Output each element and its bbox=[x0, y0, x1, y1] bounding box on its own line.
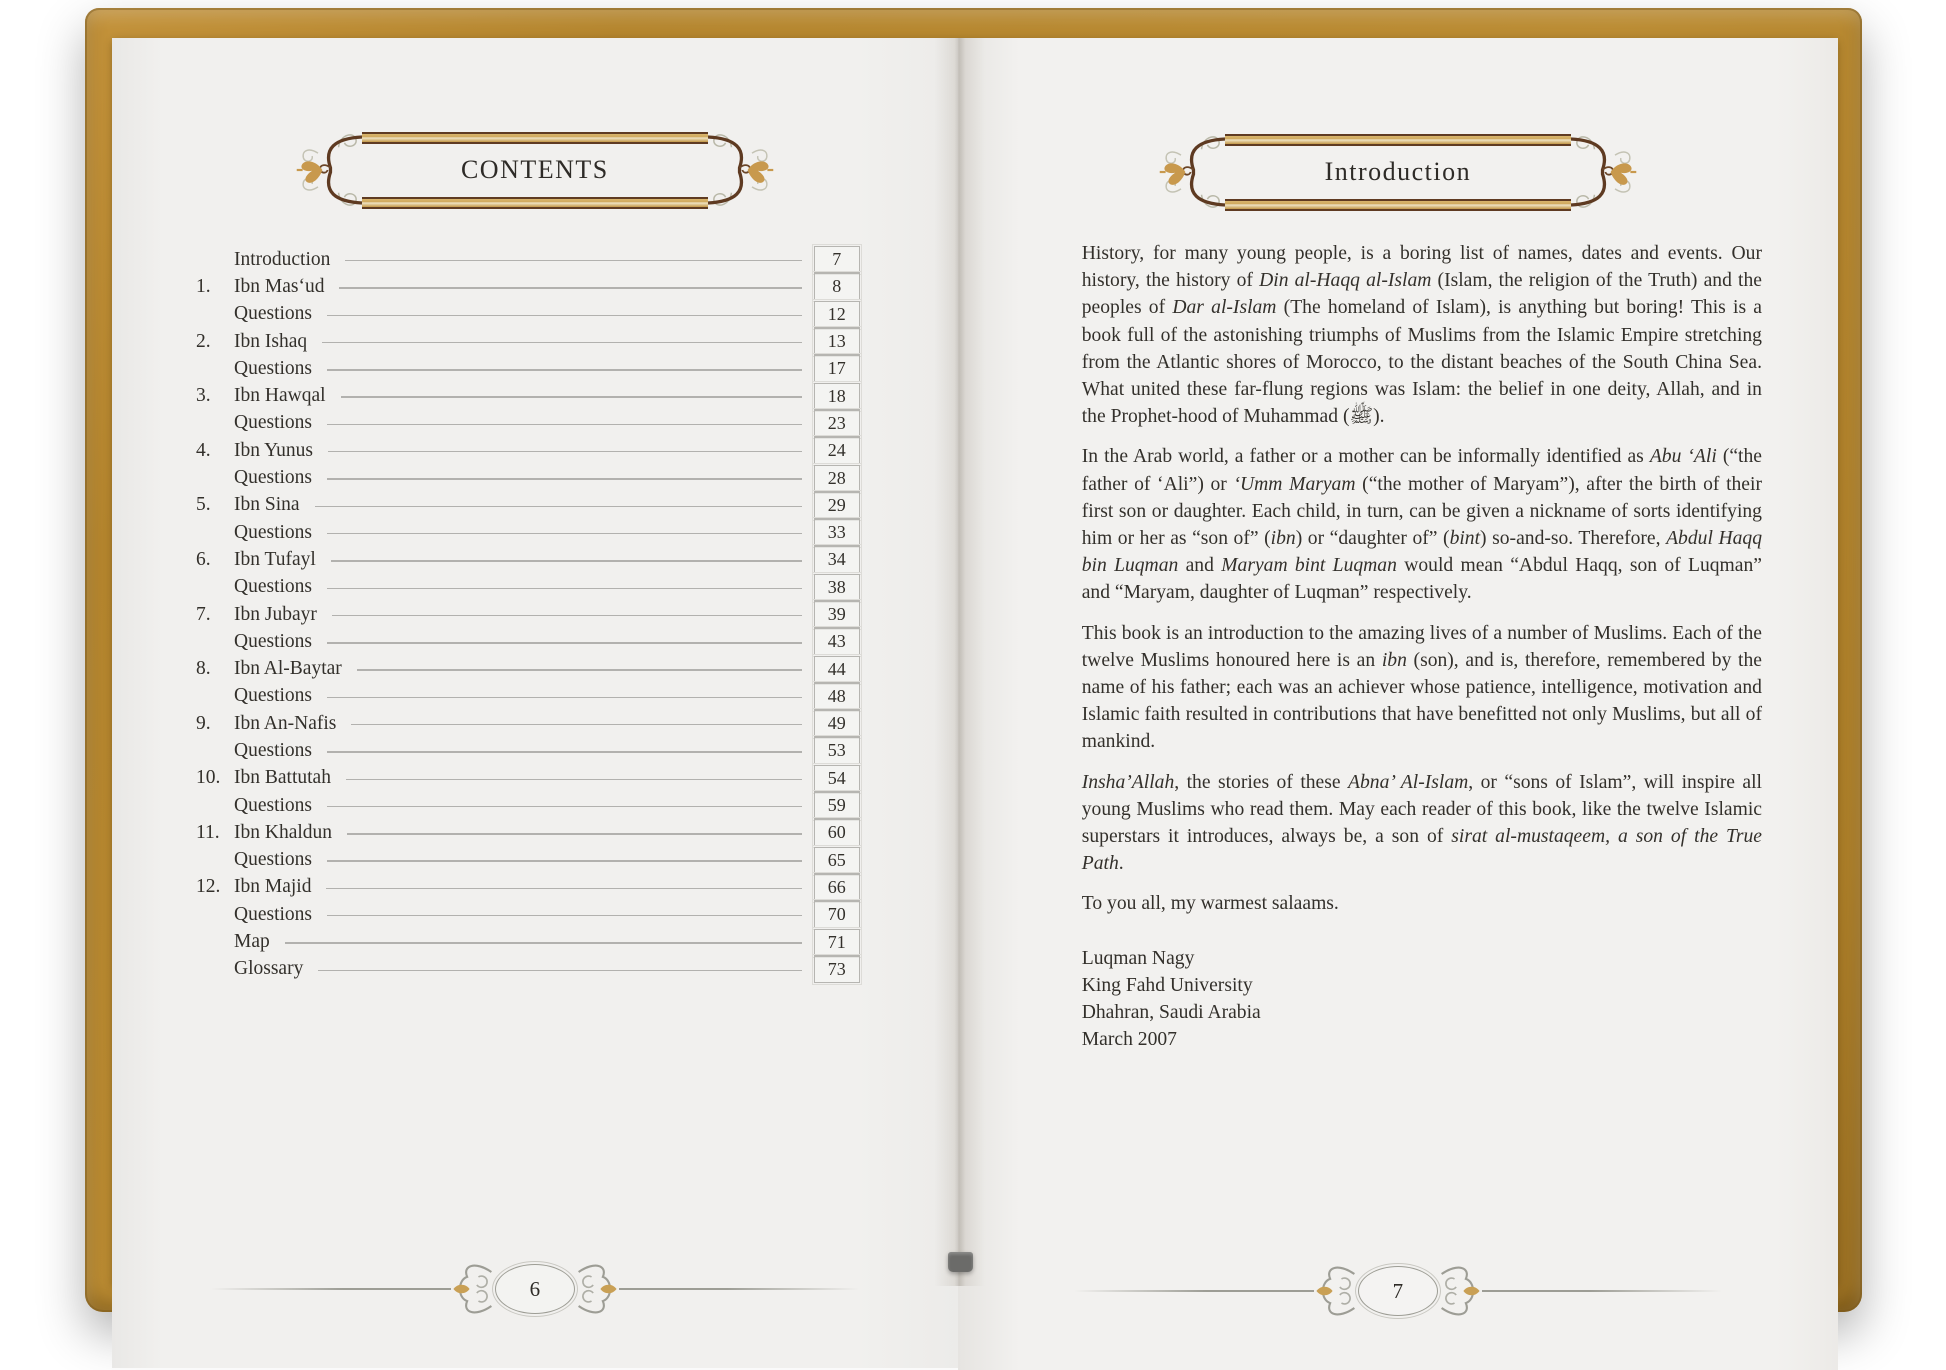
toc-leader-line bbox=[327, 642, 802, 643]
toc-label: Ibn Majid bbox=[234, 876, 312, 898]
contents-title: CONTENTS bbox=[460, 154, 609, 184]
scroll-ornament-icon bbox=[1314, 1260, 1356, 1322]
closing-line: To you all, my warmest salaams. bbox=[1081, 893, 1339, 915]
toc-label: Questions bbox=[234, 521, 312, 543]
toc-row bbox=[196, 301, 860, 328]
toc-row bbox=[196, 737, 860, 764]
toc-label: Questions bbox=[234, 849, 312, 871]
frame-rail bbox=[1225, 134, 1571, 146]
toc-label: Map bbox=[234, 931, 270, 953]
intro-paragraphs bbox=[1082, 240, 1762, 877]
introduction-body bbox=[1082, 240, 1762, 1053]
toc-leader-line bbox=[327, 478, 802, 479]
toc-label: Ibn Yunus bbox=[234, 439, 313, 461]
toc-page-number: 38 bbox=[814, 574, 860, 601]
toc-page-number: 71 bbox=[814, 929, 860, 956]
frame-rail bbox=[1225, 199, 1571, 211]
toc-number: 4. bbox=[196, 439, 211, 461]
toc-page-number: 24 bbox=[814, 437, 860, 464]
toc-leader-line bbox=[318, 970, 801, 971]
toc-leader-line bbox=[339, 287, 801, 288]
toc-row bbox=[196, 628, 860, 655]
toc-leader-line bbox=[346, 779, 802, 780]
toc-label: Ibn Battutah bbox=[234, 767, 331, 789]
intro-paragraph: Insha’Allah, the stories of these Abna’ Al-Islam, or “sons of Islam”, will inspire all young Muslims who read them. May each reader of this book, like the twelve Islamic superstars it introduces, always be, a son of sirat al-mustaqeem, a son of the True Path. bbox=[1081, 771, 1762, 875]
toc-number: 8. bbox=[196, 658, 211, 680]
toc-row bbox=[196, 437, 860, 464]
toc-leader-line bbox=[327, 588, 802, 589]
toc-number: 12. bbox=[196, 876, 221, 898]
toc-page-number: 18 bbox=[814, 383, 860, 410]
toc-leader-line bbox=[327, 697, 802, 698]
toc-label: Questions bbox=[234, 357, 312, 379]
introduction-title-frame bbox=[1225, 134, 1571, 211]
introduction-header-frame bbox=[1159, 122, 1637, 222]
signature-line: King Fahd University bbox=[1081, 974, 1253, 996]
toc-leader-line bbox=[351, 724, 801, 725]
toc-row bbox=[196, 328, 860, 355]
toc-row bbox=[196, 273, 860, 300]
toc-number: 6. bbox=[196, 548, 211, 570]
contents-header-frame bbox=[296, 120, 774, 220]
toc-label: Glossary bbox=[234, 958, 304, 980]
toc-row bbox=[196, 246, 860, 273]
contents-title-frame bbox=[362, 132, 708, 209]
toc-page-number: 8 bbox=[814, 273, 860, 300]
flourish-icon bbox=[1571, 123, 1637, 221]
toc-label: Questions bbox=[234, 412, 312, 434]
toc-row bbox=[196, 956, 860, 983]
toc-page-number: 59 bbox=[814, 792, 860, 819]
toc-page-number: 12 bbox=[814, 301, 860, 328]
toc-row bbox=[196, 601, 860, 628]
toc-number: 9. bbox=[196, 712, 211, 734]
toc-page-number: 43 bbox=[814, 628, 860, 655]
signature-line: March 2007 bbox=[1081, 1028, 1177, 1050]
ornament-line bbox=[1074, 1290, 1314, 1292]
toc-leader-line bbox=[345, 260, 801, 261]
toc-row bbox=[196, 464, 860, 491]
toc-page-number: 23 bbox=[814, 410, 860, 437]
toc-label: Ibn Ishaq bbox=[234, 330, 308, 352]
toc-number: 1. bbox=[196, 275, 211, 297]
intro-paragraph: History, for many young people, is a boring list of names, dates and events. Our history, the history of Din al-Haqq al-Islam (Islam, the religion of the Truth) and the peoples of Dar al-Islam (The homeland of Islam), is anything but boring! This is a book full of the astonishing triumphs of Muslims from the Islamic Empire stretching from the Atlantic shores of Morocco, to the distant beaches of the South China Sea. What united these far-flung regions was Islam: the belief in one deity, Allah, and in the Prophet-hood of Muhammad (ﷺ). bbox=[1081, 243, 1762, 428]
toc-label: Ibn Khaldun bbox=[234, 821, 333, 843]
toc-label: Ibn Tufayl bbox=[234, 548, 316, 570]
toc-label: Questions bbox=[234, 467, 312, 489]
toc-number: 5. bbox=[196, 494, 211, 516]
toc-page-number: 28 bbox=[814, 465, 860, 492]
toc-label: Introduction bbox=[234, 248, 331, 270]
toc-page-number: 49 bbox=[814, 710, 860, 737]
toc-label: Ibn Al-Baytar bbox=[234, 658, 342, 680]
toc-leader-line bbox=[327, 533, 802, 534]
signature-block bbox=[1082, 945, 1762, 1053]
toc-row bbox=[196, 792, 860, 819]
toc-page-number: 65 bbox=[814, 847, 860, 874]
flourish-icon bbox=[296, 121, 362, 219]
page-number: 7 bbox=[1358, 1266, 1438, 1316]
ornament-line bbox=[211, 1288, 451, 1290]
toc-page-number: 44 bbox=[814, 656, 860, 683]
page-number: 6 bbox=[495, 1264, 575, 1314]
toc-leader-line bbox=[332, 615, 802, 616]
toc-row bbox=[196, 710, 860, 737]
frame-rail bbox=[362, 132, 708, 144]
toc-label: Ibn Mas‘ud bbox=[234, 275, 325, 297]
toc-row bbox=[196, 683, 860, 710]
toc-page-number: 13 bbox=[814, 328, 860, 355]
toc-page-number: 70 bbox=[814, 901, 860, 928]
toc-row bbox=[196, 765, 860, 792]
toc-row bbox=[196, 901, 860, 928]
toc-label: Questions bbox=[234, 576, 312, 598]
right-page bbox=[958, 38, 1838, 1370]
toc-number: 7. bbox=[196, 603, 211, 625]
toc-number: 3. bbox=[196, 385, 211, 407]
toc-row bbox=[196, 655, 860, 682]
toc-leader-line bbox=[285, 942, 802, 943]
toc-page-number: 33 bbox=[814, 519, 860, 546]
ornament-line bbox=[619, 1288, 859, 1290]
toc-leader-line bbox=[347, 833, 802, 834]
toc-list bbox=[196, 246, 860, 983]
toc-label: Ibn Sina bbox=[234, 494, 300, 516]
toc-page-number: 60 bbox=[814, 819, 860, 846]
toc-leader-line bbox=[327, 860, 802, 861]
scroll-ornament-icon bbox=[1440, 1260, 1482, 1322]
intro-paragraph: In the Arab world, a father or a mother can be informally identified as Abu ‘Ali (“the father of ‘Ali”) or ‘Umm Maryam (“the mother of Maryam”), after the birth of their first son or daughter. Each child, in turn, can be given a nickname of sorts identifying him or her as “son of” (ibn) or “daughter of” (bint) so-and-so. Therefore, Abdul Haqq bin Luqman and Maryam bint Luqman would mean “Abdul Haqq, son of Luqman” and “Maryam, daughter of Luqman” respectively. bbox=[1081, 446, 1762, 604]
signature-line: Luqman Nagy bbox=[1081, 947, 1195, 969]
frame-rail bbox=[362, 197, 708, 209]
toc-row bbox=[196, 819, 860, 846]
flourish-icon bbox=[708, 121, 774, 219]
toc-page-number: 34 bbox=[814, 546, 860, 573]
spine-endband bbox=[948, 1252, 973, 1272]
toc-leader-line bbox=[327, 424, 802, 425]
page-number-ornament bbox=[211, 1258, 859, 1320]
toc-label: Ibn Hawqal bbox=[234, 385, 326, 407]
toc-leader-line bbox=[315, 506, 802, 507]
introduction-title: Introduction bbox=[1324, 156, 1472, 186]
toc-page-number: 17 bbox=[814, 355, 860, 382]
toc-leader-line bbox=[331, 560, 802, 561]
toc-row bbox=[196, 410, 860, 437]
ornament-line bbox=[1482, 1290, 1722, 1292]
toc-page-number: 66 bbox=[814, 874, 860, 901]
toc-page-number: 53 bbox=[814, 737, 860, 764]
signature-line: Dhahran, Saudi Arabia bbox=[1081, 1001, 1261, 1023]
toc-leader-line bbox=[327, 315, 802, 316]
toc-leader-line bbox=[327, 369, 802, 370]
toc-page-number: 39 bbox=[814, 601, 860, 628]
toc-row bbox=[196, 355, 860, 382]
toc-page-number: 48 bbox=[814, 683, 860, 710]
toc-label: Questions bbox=[234, 903, 312, 925]
toc-label: Ibn An-Nafis bbox=[234, 712, 337, 734]
toc-label: Questions bbox=[234, 739, 312, 761]
toc-page-number: 29 bbox=[814, 492, 860, 519]
toc-leader-line bbox=[341, 396, 802, 397]
toc-leader-line bbox=[328, 451, 802, 452]
toc-leader-line bbox=[327, 806, 802, 807]
toc-label: Questions bbox=[234, 794, 312, 816]
book-cover bbox=[85, 8, 1862, 1312]
toc-label: Questions bbox=[234, 630, 312, 652]
left-page bbox=[112, 38, 958, 1368]
page-number-ornament bbox=[1074, 1260, 1722, 1322]
toc-row bbox=[196, 574, 860, 601]
toc-leader-line bbox=[357, 669, 802, 670]
toc-row bbox=[196, 874, 860, 901]
toc-row bbox=[196, 847, 860, 874]
intro-paragraph: This book is an introduction to the amazing lives of a number of Muslims. Each of the twelve Muslims honoured here is an ibn (son), and is, therefore, remembered by the name of his father; each was an achiever whose patience, intelligence, motivation and Islamic faith resulted in contributions that have benefitted not only Muslims, but all of mankind. bbox=[1081, 622, 1762, 753]
toc-row bbox=[196, 928, 860, 955]
toc-page-number: 73 bbox=[814, 956, 860, 983]
toc-row bbox=[196, 546, 860, 573]
toc-number: 11. bbox=[196, 821, 220, 843]
toc-label: Ibn Jubayr bbox=[234, 603, 317, 625]
toc-leader-line bbox=[327, 751, 802, 752]
toc-number: 10. bbox=[196, 767, 221, 789]
toc-row bbox=[196, 519, 860, 546]
toc-label: Questions bbox=[234, 303, 312, 325]
toc-page-number: 54 bbox=[814, 765, 860, 792]
toc-label: Questions bbox=[234, 685, 312, 707]
toc-row bbox=[196, 492, 860, 519]
scroll-ornament-icon bbox=[451, 1258, 493, 1320]
book-pages bbox=[112, 38, 1838, 1303]
toc-leader-line bbox=[326, 888, 801, 889]
flourish-icon bbox=[1159, 123, 1225, 221]
toc-row bbox=[196, 382, 860, 409]
toc-leader-line bbox=[327, 915, 802, 916]
toc-leader-line bbox=[322, 342, 802, 343]
scroll-ornament-icon bbox=[577, 1258, 619, 1320]
toc-number: 2. bbox=[196, 330, 211, 352]
toc-page-number: 7 bbox=[814, 246, 860, 273]
